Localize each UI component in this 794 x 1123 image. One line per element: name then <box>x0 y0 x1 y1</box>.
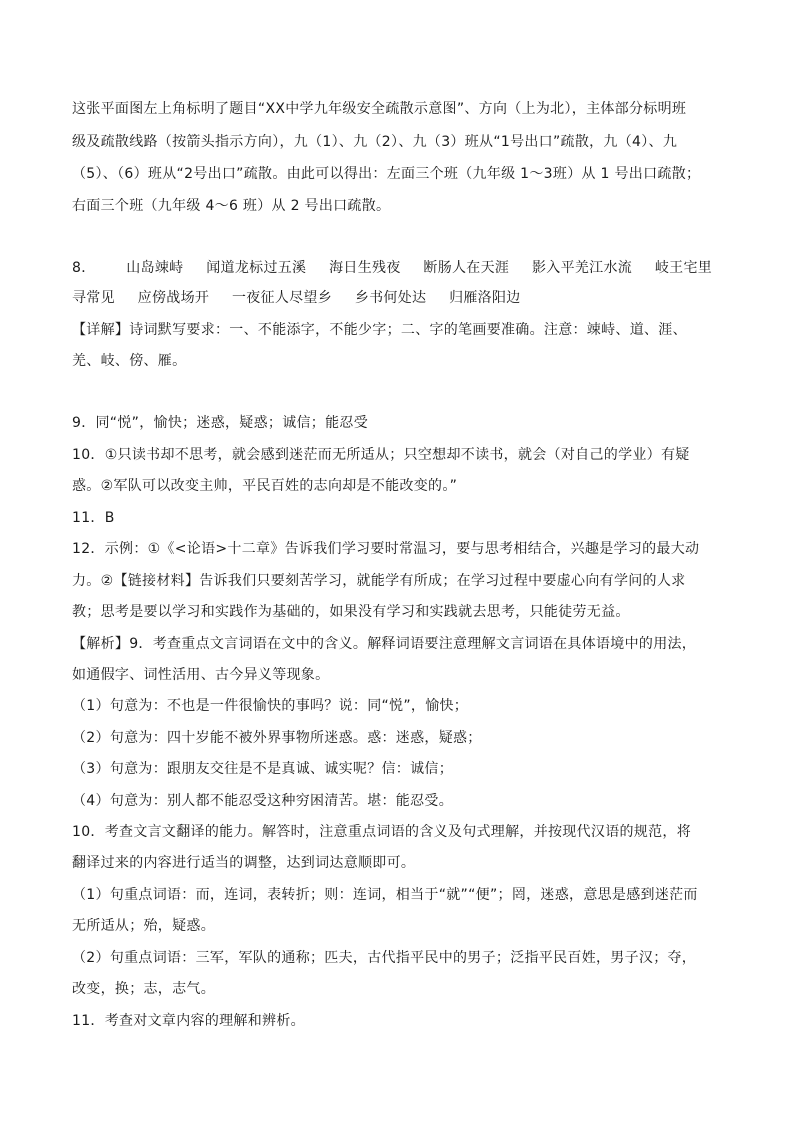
paragraph-line: 级及疏散线路（按箭头指示方向），九（1）、九（2）、九（3）班从“1号出口”疏散，九（4）、九 <box>72 134 678 150</box>
poem-answer: 闻道龙标过五溪 <box>206 260 307 276</box>
paragraph-line: 9．同“悦”，愉快；迷惑，疑惑；诚信；能忍受 <box>72 415 369 431</box>
question-number: 8． <box>72 260 96 276</box>
poem-answer: 岐王宅里 <box>654 260 713 276</box>
paragraph-line: 【解析】9．考查重点文言词语在文中的含义。解释词语要注意理解文言词语在具体语境中的用法， <box>72 636 697 652</box>
paragraph-line: 右面三个班（九年级 4～6 班）从 2 号出口疏散。 <box>72 198 391 214</box>
poem-answer: 应傍战场开 <box>137 290 210 306</box>
paragraph-line: 11．考查对文章内容的理解和辨析。 <box>72 1013 305 1029</box>
paragraph-line: 12．示例：①《<论语>十二章》告诉我们学习要时常温习，要与思考相结合，兴趣是学习的最大动 <box>72 541 700 557</box>
paragraph-line: 如通假字、词性活用、古今异义等现象。 <box>72 667 330 683</box>
paragraph-line: （4）句意为：别人都不能忍受这种穷困清苦。堪：能忍受。 <box>72 793 454 809</box>
poem-answer: 断肠人在天涯 <box>423 260 510 276</box>
paragraph-line: 惑。②军队可以改变主帅，平民百姓的志向却是不能改变的。” <box>72 478 458 494</box>
poem-answer: 一夜征人尽望乡 <box>231 290 333 306</box>
paragraph-line: 无所适从；殆，疑惑。 <box>72 918 215 934</box>
paragraph-line: （1）句意为：不也是一件很愉快的事吗？说：同“悦”，愉快； <box>72 698 469 714</box>
answer-8-line-1 <box>72 258 712 278</box>
paragraph-line: 11．B <box>72 510 115 526</box>
poem-answer: 乡书何处达 <box>354 290 427 306</box>
paragraph-line: （5）、（6）班从“2号出口”疏散。由此可以得出：左面三个班（九年级 1～3班）从 1 号出口疏散； <box>72 166 701 182</box>
paragraph-line: 教；思考是要以学习和实践作为基础的，如果没有学习和实践就去思考，只能徒劳无益。 <box>72 604 630 620</box>
paragraph-line: 羌、岐、傍、雁。 <box>72 353 187 369</box>
paragraph-line: 这张平面图左上角标明了题目“XX中学九年级安全疏散示意图”、方向（上为北），主体部分标明班 <box>72 101 687 117</box>
poem-answer: 归雁洛阳边 <box>449 290 521 306</box>
answer-8-line-2 <box>72 288 521 308</box>
paragraph-line: （3）句意为：跟朋友交往是不是真诚、诚实呢？信：诚信； <box>72 761 454 777</box>
paragraph-line: 10．考查文言文翻译的能力。解答时，注意重点词语的含义及句式理解，并按现代汉语的规范，将 <box>72 824 692 840</box>
paragraph-line: 翻译过来的内容进行适当的调整，达到词达意顺即可。 <box>72 855 416 871</box>
paragraph-line: 【详解】诗词默写要求：一、不能添字，不能少字；二、字的笔画要准确。注意：竦峙、道、涯、 <box>72 322 687 338</box>
paragraph-line: 10．①只读书却不思考，就会感到迷茫而无所适从；只空想却不读书，就会（对自己的学业）有疑 <box>72 447 690 463</box>
poem-answer: 影入平羌江水流 <box>531 260 633 276</box>
paragraph-line: 改变，换；志，志气。 <box>72 981 215 997</box>
paragraph-line: 力。②【链接材料】告诉我们只要刻苦学习，就能学有所成；在学习过程中要虚心向有学问的人求 <box>72 573 686 589</box>
paragraph-line: （2）句意为：四十岁能不被外界事物所迷惑。惑：迷惑，疑惑； <box>72 730 482 746</box>
poem-answer: 山岛竦峙 <box>126 260 184 276</box>
poem-answer: 海日生残夜 <box>329 260 401 276</box>
paragraph-line: （1）句重点词语：而，连词，表转折；则：连词，相当于“就”“便”；罔，迷惑，意思是感到迷茫而 <box>72 887 698 903</box>
poem-answer: 寻常见 <box>72 290 115 306</box>
paragraph-line: （2）句重点词语：三军，军队的通称；匹夫，古代指平民中的男子；泛指平民百姓，男子汉；夺， <box>72 950 697 966</box>
